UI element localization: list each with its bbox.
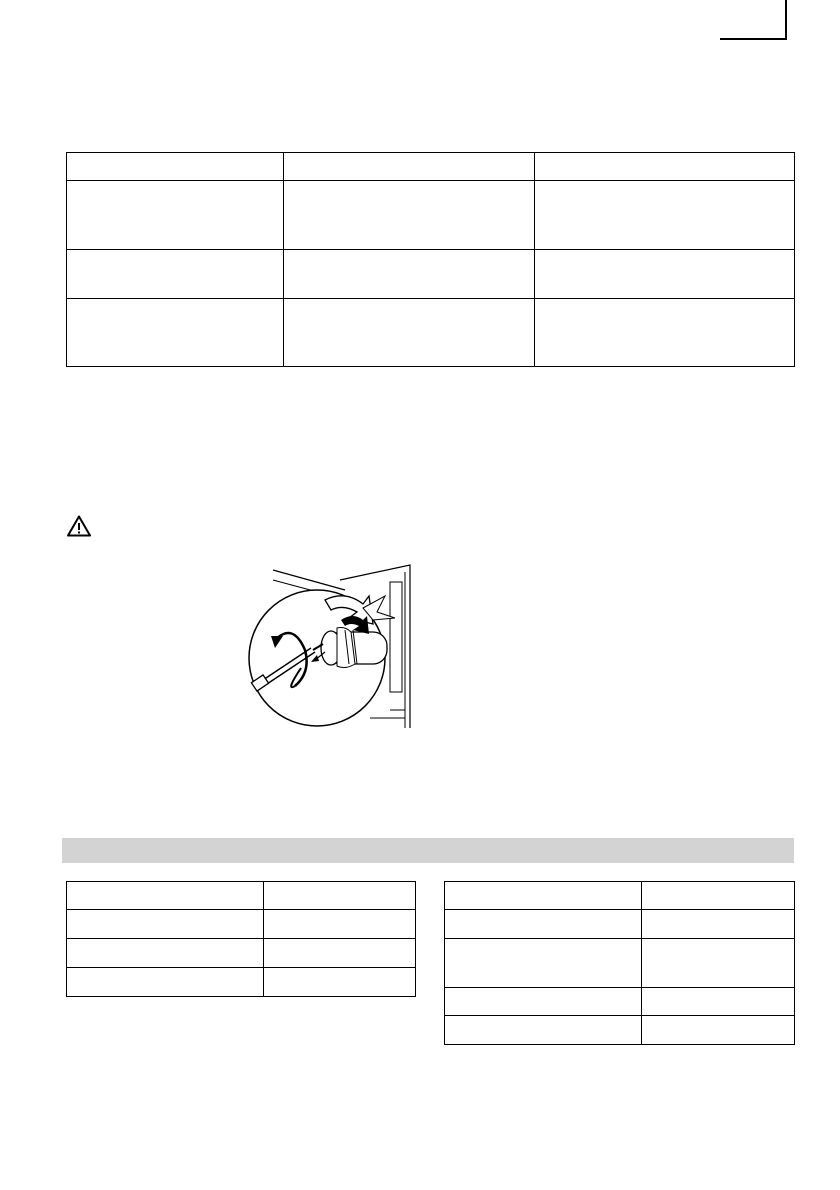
table-cell <box>67 153 284 181</box>
table-row <box>67 153 795 181</box>
table-cell <box>535 181 795 250</box>
table-cell <box>67 910 264 939</box>
table-cell <box>67 181 284 250</box>
table-cell <box>264 910 416 939</box>
table-cell <box>67 299 284 367</box>
right-table <box>444 881 795 1045</box>
table-row <box>445 988 795 1016</box>
table-row <box>445 882 795 910</box>
table-cell <box>642 882 795 910</box>
top-table <box>66 152 795 367</box>
table-cell <box>67 939 264 968</box>
table-cell <box>642 988 795 1016</box>
table-row <box>445 1016 795 1045</box>
table-cell <box>445 882 642 910</box>
table-cell <box>445 988 642 1016</box>
corner-mark-vertical <box>785 0 787 40</box>
table-cell <box>642 910 795 939</box>
warning-triangle-icon <box>67 515 91 537</box>
table-cell <box>445 939 642 988</box>
table-cell <box>284 181 535 250</box>
table-row <box>67 968 416 997</box>
table-row <box>67 181 795 250</box>
table-cell <box>642 1016 795 1045</box>
table-row <box>67 939 416 968</box>
table-cell <box>67 882 264 910</box>
corner-mark-horizontal <box>720 38 786 40</box>
table-cell <box>535 299 795 367</box>
table-cell <box>264 882 416 910</box>
table-cell <box>445 1016 642 1045</box>
table-cell <box>284 153 535 181</box>
table-cell <box>535 153 795 181</box>
table-cell <box>67 968 264 997</box>
table-row <box>445 939 795 988</box>
table-cell <box>642 939 795 988</box>
table-row <box>67 250 795 299</box>
left-table <box>66 881 416 997</box>
table-row <box>67 882 416 910</box>
table-row <box>67 299 795 367</box>
table-cell <box>264 939 416 968</box>
table-cell <box>264 968 416 997</box>
table-cell <box>284 250 535 299</box>
section-heading-bar <box>62 838 794 863</box>
table-cell <box>284 299 535 367</box>
table-row <box>445 910 795 939</box>
table-cell <box>535 250 795 299</box>
screwdriver-door-hinge-illustration <box>245 560 420 740</box>
table-row <box>67 910 416 939</box>
table-cell <box>67 250 284 299</box>
table-cell <box>445 910 642 939</box>
